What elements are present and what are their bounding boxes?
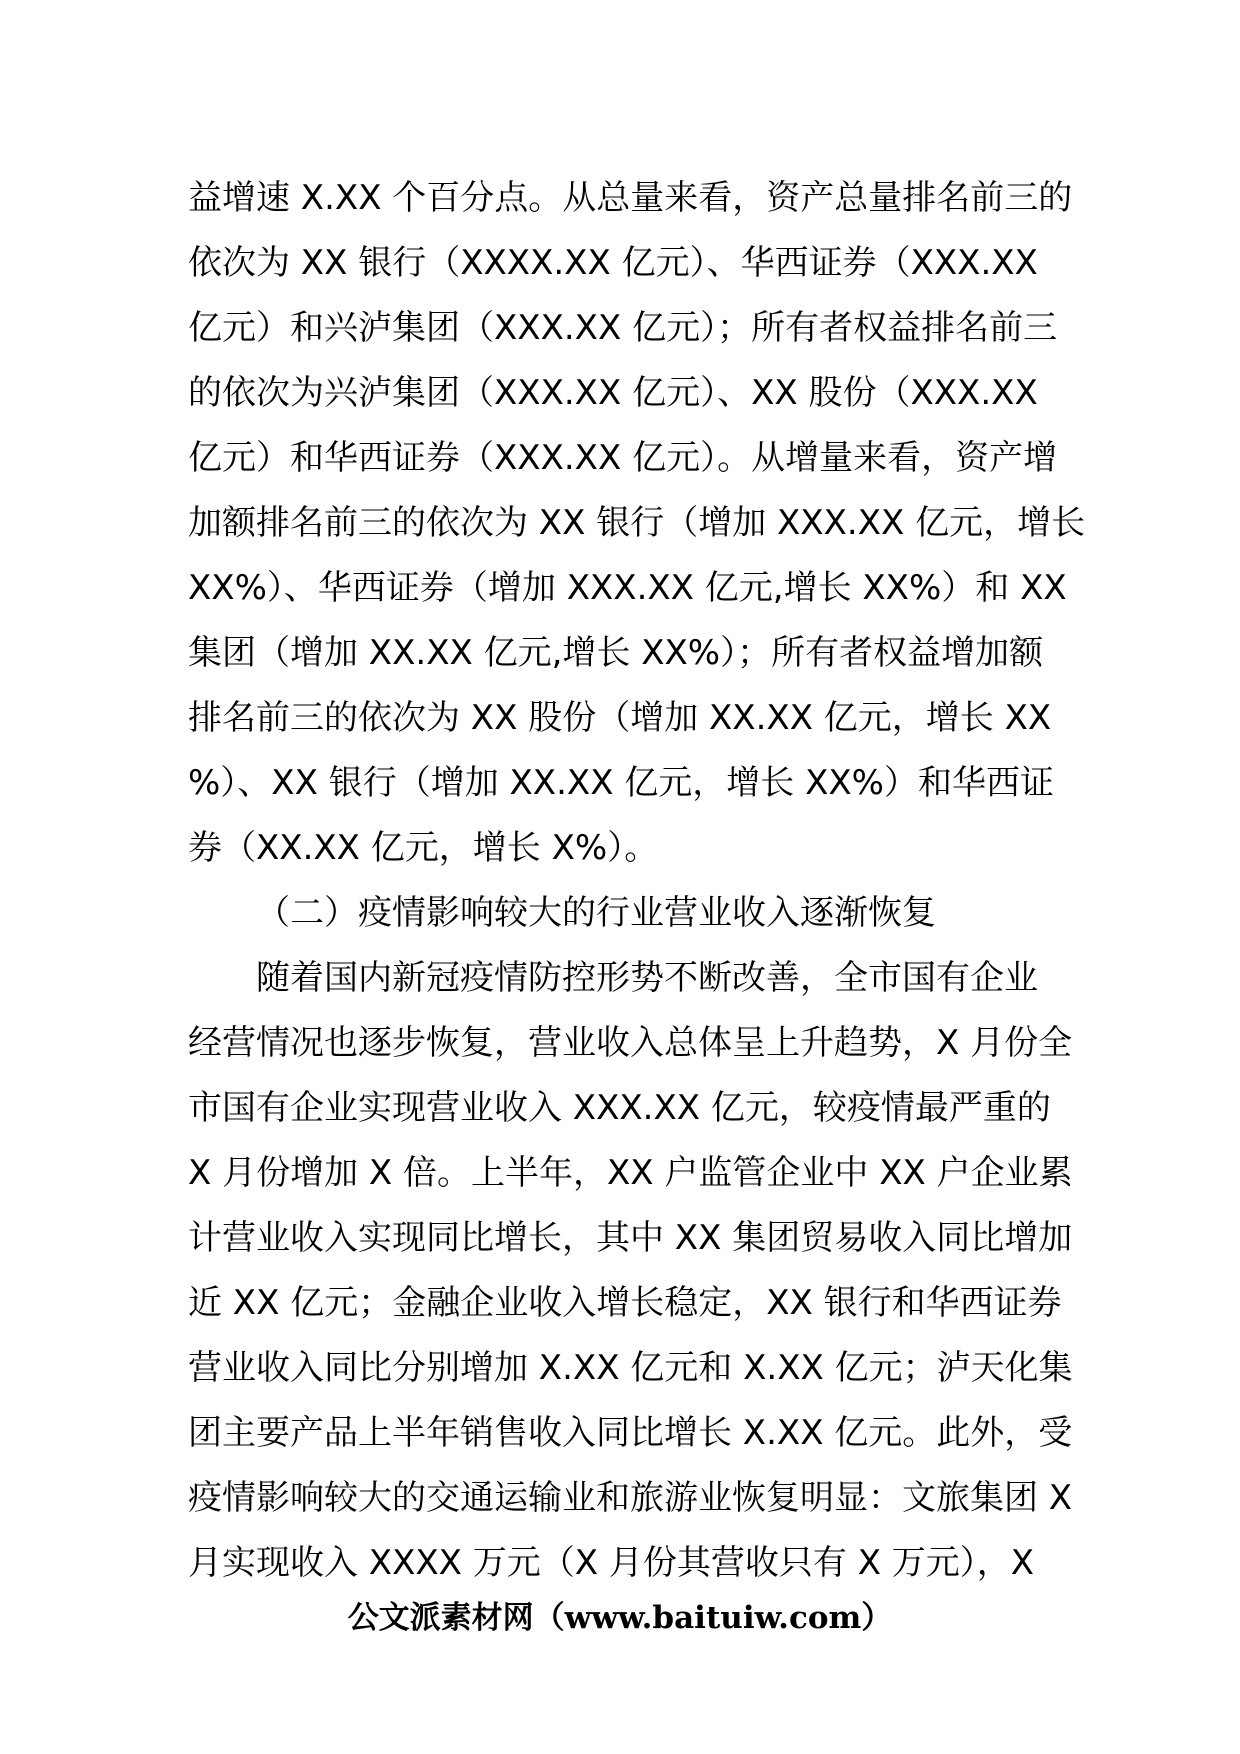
paragraph-line: 亿元）和华西证券（XXX.XX 亿元）。从增量来看，资产增 — [188, 438, 1058, 478]
paragraph-line: 月实现收入 XXXX 万元（X 月份其营收只有 X 万元），X — [188, 1543, 1035, 1583]
footer-watermark: 公文派素材网（www.baituiw.com） — [347, 1600, 893, 1636]
paragraph-line: 疫情影响较大的交通运输业和旅游业恢复明显：文旅集团 X — [188, 1478, 1073, 1518]
paragraph-line: XX%）、华西证券（增加 XXX.XX 亿元,增长 XX%）和 XX — [188, 568, 1067, 608]
body-text — [188, 166, 1086, 1596]
paragraph-line: 的依次为兴泸集团（XXX.XX 亿元）、XX 股份（XXX.XX — [188, 373, 1038, 413]
paragraph-line: 排名前三的依次为 XX 股份（增加 XX.XX 亿元，增长 XX — [188, 698, 1052, 738]
paragraph-line: 计营业收入实现同比增长，其中 XX 集团贸易收入同比增加 — [188, 1218, 1073, 1258]
paragraph-line: X 月份增加 X 倍。上半年，XX 户监管企业中 XX 户企业累 — [188, 1153, 1073, 1193]
paragraph-line: 券（XX.XX 亿元，增长 X%）。 — [188, 828, 659, 868]
paragraph-line: 益增速 X.XX 个百分点。从总量来看，资产总量排名前三的 — [188, 178, 1073, 218]
section-heading: （二）疫情影响较大的行业营业收入逐渐恢复 — [256, 893, 936, 933]
paragraph-line: 经营情况也逐步恢复，营业收入总体呈上升趋势，X 月份全 — [188, 1023, 1073, 1063]
paragraph-line: 集团（增加 XX.XX 亿元,增长 XX%）；所有者权益增加额 — [188, 633, 1044, 673]
paragraph-line: 加额排名前三的依次为 XX 银行（增加 XXX.XX 亿元，增长 — [188, 503, 1086, 543]
paragraph-line: %）、XX 银行（增加 XX.XX 亿元，增长 XX%）和华西证 — [188, 763, 1054, 803]
paragraph-line: 近 XX 亿元；金融企业收入增长稳定，XX 银行和华西证券 — [188, 1283, 1062, 1323]
paragraph-line: 团主要产品上半年销售收入同比增长 X.XX 亿元。此外，受 — [188, 1413, 1073, 1453]
paragraph-line: 随着国内新冠疫情防控形势不断改善，全市国有企业 — [256, 958, 1038, 998]
paragraph-line: 市国有企业实现营业收入 XXX.XX 亿元，较疫情最严重的 — [188, 1088, 1051, 1128]
paragraph-line: 依次为 XX 银行（XXXX.XX 亿元）、华西证券（XXX.XX — [188, 243, 1038, 283]
paragraph-line: 亿元）和兴泸集团（XXX.XX 亿元）；所有者权益排名前三 — [188, 308, 1058, 348]
paragraph-line: 营业收入同比分别增加 X.XX 亿元和 X.XX 亿元；泸天化集 — [188, 1348, 1073, 1388]
